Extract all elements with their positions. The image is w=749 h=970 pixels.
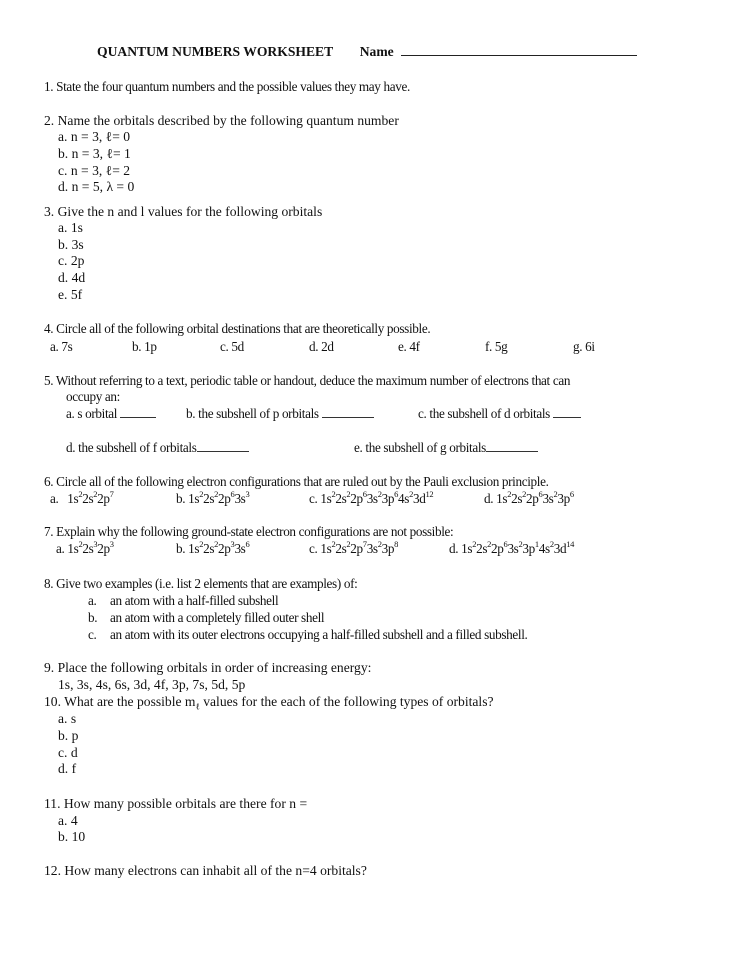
- question-5-line-2: occupy an:: [66, 389, 120, 404]
- question-5-item-a: a. s orbital: [66, 405, 156, 422]
- electron-configuration: $1s^22s^22p^63s^23p^64s^23d^{12}$: [320, 488, 434, 506]
- question-1: 1. State the four quantum numbers and the possible values they may have.: [44, 79, 410, 94]
- question-10-item-d: d. f: [58, 761, 77, 776]
- electron-configuration: $1s^22s^22p^33s^6$: [188, 538, 250, 556]
- question-5-item-d: d. the subshell of f orbitals: [66, 439, 249, 456]
- question-11-item-b: b. 10: [58, 829, 86, 844]
- question-9: 9. Place the following orbitals in order of increasing energy:: [44, 660, 372, 675]
- question-8: 8. Give two examples (i.e. list 2 elements that are examples) of:: [44, 576, 358, 591]
- question-4-option-a[interactable]: a. 7s: [50, 339, 73, 354]
- question-10: 10. What are the possible $m_\ell$ values for the each of the following types of orbitals?: [44, 694, 494, 712]
- answer-blank[interactable]: [553, 406, 581, 418]
- question-3: 3. Give the n and l values for the following orbitals: [44, 204, 323, 219]
- question-5-item-e: e. the subshell of g orbitals: [354, 439, 538, 456]
- question-8-item-c: c. an atom with its outer electrons occupying a half-filled subshell and a filled subshell.: [88, 627, 528, 642]
- question-2: 2. Name the orbitals described by the following quantum number: [44, 113, 399, 128]
- question-10-item-c: c. d: [58, 745, 78, 760]
- question-6-option-a[interactable]: a. $1s^22s^22p^7$: [50, 488, 114, 506]
- question-3-item-b: b. 3s: [58, 237, 84, 252]
- worksheet-title: QUANTUM NUMBERS WORKSHEET: [97, 44, 333, 59]
- electron-configuration: $1s^22s^32p^3$: [67, 538, 114, 556]
- question-6-option-d[interactable]: d. $1s^22s^22p^63s^23p^6$: [484, 488, 574, 506]
- question-4-option-b[interactable]: b. 1p: [132, 339, 157, 354]
- name-label: Name: [359, 44, 394, 59]
- question-7-item-c: c. $1s^22s^22p^73s^23p^8$: [309, 538, 399, 556]
- question-11: 11. How many possible orbitals are there for n =: [44, 796, 308, 811]
- answer-blank[interactable]: [197, 440, 249, 452]
- question-5-line-1: 5. Without referring to a text, periodic table or handout, deduce the maximum number of electrons that can: [44, 373, 571, 388]
- question-11-item-a: a. 4: [58, 813, 78, 828]
- question-2-item-b: b. n = 3, ℓ= 1: [58, 146, 131, 161]
- question-6-option-b[interactable]: b. $1s^22s^22p^63s^3$: [176, 488, 250, 506]
- question-10-item-a: a. s: [58, 711, 77, 726]
- name-field[interactable]: [401, 43, 637, 56]
- question-12: 12. How many electrons can inhabit all of the n=4 orbitals?: [44, 863, 367, 878]
- electron-configuration: $1s^22s^22p^73s^23p^8$: [320, 538, 399, 556]
- electron-configuration: $1s^22s^22p^63s^23p^14s^23d^{14}$: [461, 538, 575, 556]
- question-4-option-d[interactable]: d. 2d: [309, 339, 334, 354]
- question-6: 6. Circle all of the following electron configurations that are ruled out by the Pauli exclusion principle.: [44, 474, 549, 489]
- question-5-item-b: b. the subshell of p orbitals: [186, 405, 374, 422]
- question-3-item-e: e. 5f: [58, 287, 83, 302]
- question-3-item-c: c. 2p: [58, 253, 85, 268]
- question-4-option-g[interactable]: g. 6i: [573, 339, 595, 354]
- answer-blank[interactable]: [486, 440, 538, 452]
- question-4-option-f[interactable]: f. 5g: [485, 339, 508, 354]
- question-4: 4. Circle all of the following orbital destinations that are theoretically possible.: [44, 321, 431, 336]
- question-2-item-c: c. n = 3, ℓ= 2: [58, 163, 131, 178]
- question-4-option-e[interactable]: e. 4f: [398, 339, 420, 354]
- answer-blank[interactable]: [322, 406, 374, 418]
- question-3-item-a: a. 1s: [58, 220, 83, 235]
- electron-configuration: $1s^22s^22p^63s^3$: [188, 488, 250, 506]
- electron-configuration: $1s^22s^22p^63s^23p^6$: [496, 488, 574, 506]
- question-8-item-a: a. an atom with a half-filled subshell: [88, 593, 279, 608]
- question-9-orbital-list: 1s, 3s, 4s, 6s, 3d, 4f, 3p, 7s, 5d, 5p: [58, 677, 246, 692]
- question-7-item-b: b. $1s^22s^22p^33s^6$: [176, 538, 250, 556]
- question-4-option-c[interactable]: c. 5d: [220, 339, 244, 354]
- answer-blank[interactable]: [120, 406, 156, 418]
- question-7-item-a: a. $1s^22s^32p^3$: [56, 538, 114, 556]
- question-2-item-d: d. n = 5, λ = 0: [58, 179, 135, 194]
- question-8-item-b: b. an atom with a completely filled outer shell: [88, 610, 325, 625]
- worksheet-header: [97, 43, 637, 60]
- question-7-item-d: d. $1s^22s^22p^63s^23p^14s^23d^{14}$: [449, 538, 575, 556]
- question-3-item-d: d. 4d: [58, 270, 86, 285]
- electron-configuration: $1s^22s^22p^7$: [67, 488, 114, 506]
- question-10-item-b: b. p: [58, 728, 79, 743]
- question-7: 7. Explain why the following ground-state electron configurations are not possible:: [44, 524, 454, 539]
- question-5-item-c: c. the subshell of d orbitals: [418, 405, 581, 422]
- question-6-option-c[interactable]: c. $1s^22s^22p^63s^23p^64s^23d^{12}$: [309, 488, 434, 506]
- question-2-item-a: a. n = 3, ℓ= 0: [58, 129, 131, 144]
